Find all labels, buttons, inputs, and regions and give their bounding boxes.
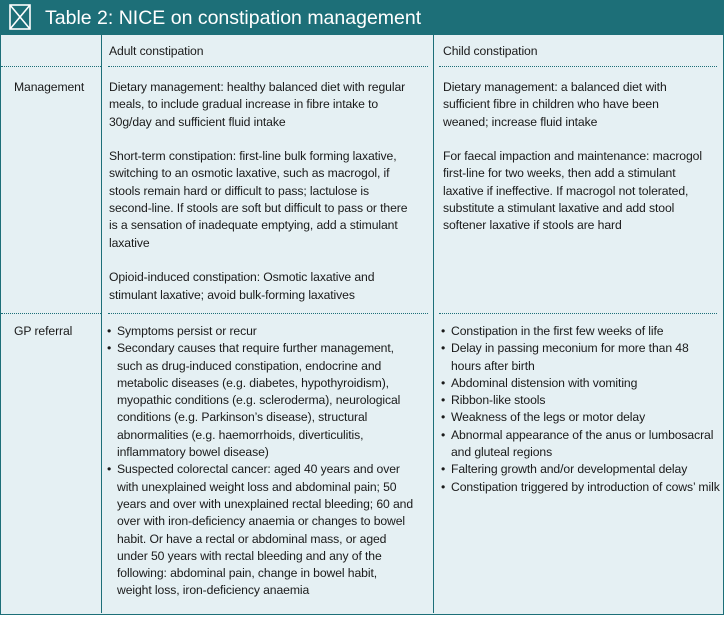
list-item: • Weakness of the legs or motor delay — [441, 409, 721, 426]
management-child-faecal-impaction: For faecal impaction and maintenance: macrogol first-line for two weeks, then add a stimulant laxative if ineffective. If macrogol not tolerated, substitute a stimulant laxative and add stool softener laxative if stools are hard — [443, 149, 702, 233]
management-child-diet: Dietary management: a balanced diet with sufficient fibre in children who have been weaned; increase fluid intake — [443, 80, 667, 129]
row-divider-label — [1, 313, 101, 314]
row-divider-adult — [108, 313, 428, 314]
list-item: • Delay in passing meconium for more than 48 hours after birth — [441, 340, 721, 375]
list-item: • Constipation in the first few weeks of life — [441, 323, 721, 340]
header-divider-adult — [108, 66, 428, 67]
column-divider-right — [433, 35, 434, 613]
table-title: Table 2: NICE on constipation management — [45, 7, 422, 29]
column-header-adult: Adult constipation — [109, 44, 204, 58]
referral-child-cell — [441, 323, 721, 496]
referral-adult-cell — [107, 323, 414, 600]
list-item: • Abdominal distension with vomiting — [441, 375, 721, 392]
header-divider-child — [439, 66, 717, 67]
x-box-icon — [9, 4, 31, 30]
list-item: • Symptoms persist or recur — [107, 323, 414, 340]
management-adult-short-term: Short-term constipation: first-line bulk forming laxative, switching to an osmotic laxative, such as macrogol, if stools remain hard or difficult to pass; lactulose is second-line. If stools are soft but difficult to pass or there is a sensation of inadequate emptying, add a stimulant laxative — [109, 149, 408, 250]
column-divider-left — [101, 35, 102, 613]
management-adult-cell — [109, 79, 409, 304]
table-title-bar — [1, 1, 724, 35]
management-adult-opioid: Opioid-induced constipation: Osmotic laxative and stimulant laxative; avoid bulk-forming laxatives — [109, 270, 375, 302]
management-child-cell — [443, 79, 705, 235]
list-item: • Ribbon-like stools — [441, 392, 721, 409]
column-header-child: Child constipation — [443, 44, 538, 58]
row-label-management: Management — [14, 80, 85, 94]
list-item: • Secondary causes that require further management, such as drug-induced constipation, endocrine and metabolic diseases (e.g. diabetes, hypothyroidism), myopathic conditions (e.g. scleroderma), neurological conditions (e.g. Parkinson’s disease), structural abnormalities (e.g. haemorrhoids, diverticulitis, inflammatory bowel disease) — [107, 340, 414, 461]
list-item: • Constipation triggered by introduction of cows’ milk — [441, 479, 721, 496]
list-item: • Faltering growth and/or developmental delay — [441, 461, 721, 478]
list-item: • Abnormal appearance of the anus or lumbosacral and gluteal regions — [441, 427, 721, 462]
row-label-gp-referral: GP referral — [14, 324, 73, 338]
row-divider-child — [439, 313, 717, 314]
header-divider-label — [1, 66, 101, 67]
list-item: • Suspected colorectal cancer: aged 40 years and over with unexplained weight loss and abdominal pain; 50 years and over with unexplained rectal bleeding; 60 and over with iron-deficiency anaemia or changes to bowel habit. Or have a rectal or abdominal mass, or aged under 50 years with rectal bleeding and any of the following: abdominal pain, change in bowel habit, weight loss, iron-deficiency anaemia — [107, 461, 414, 599]
management-adult-diet: Dietary management: healthy balanced diet with regular meals, to include gradual increase in fibre intake to 30g/day and sufficient fluid intake — [109, 80, 406, 129]
